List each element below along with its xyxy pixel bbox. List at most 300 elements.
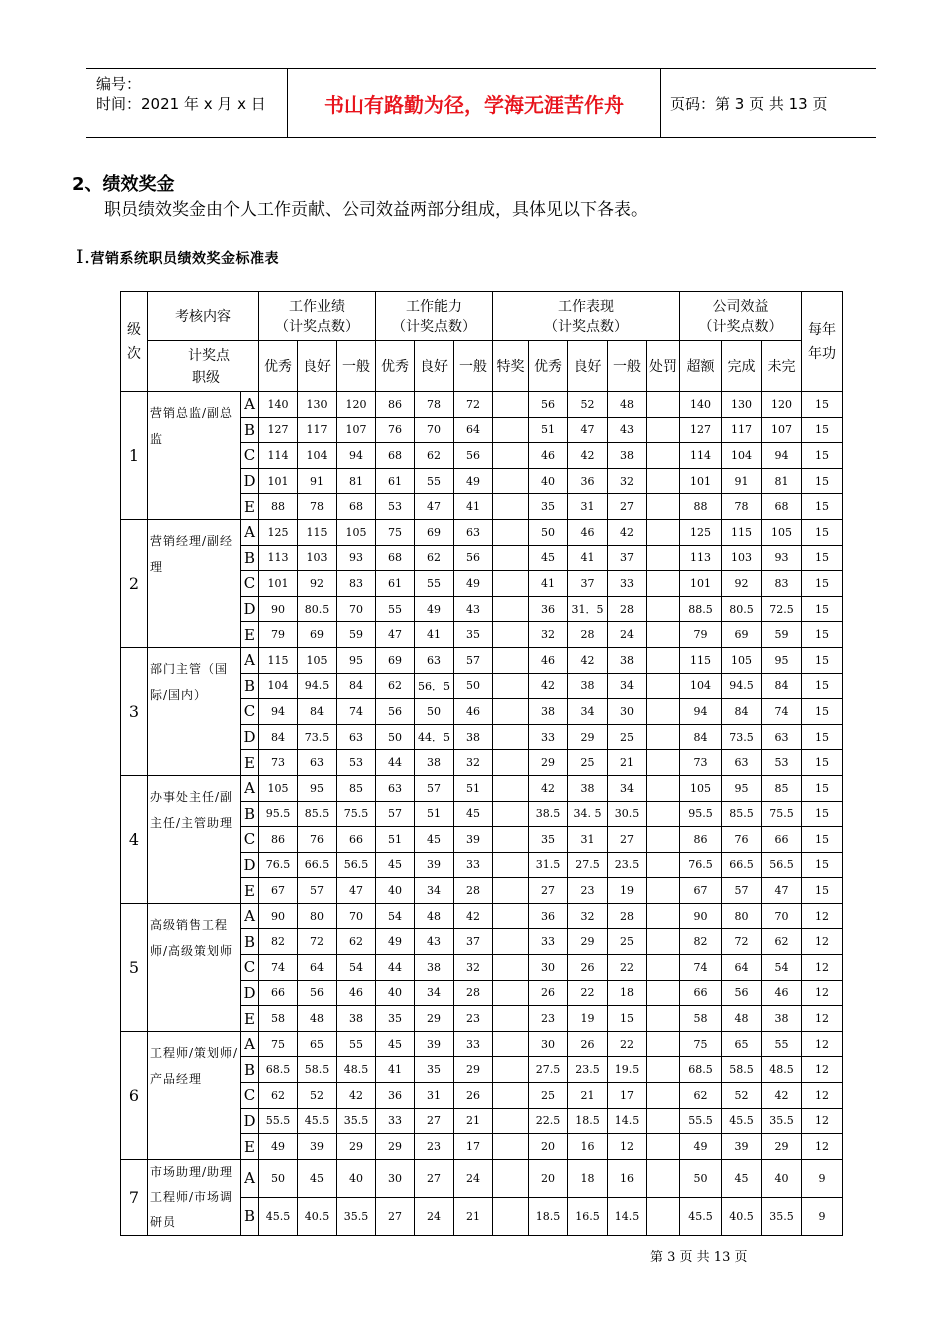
value-cell: 18 — [608, 980, 647, 1006]
value-cell: 20 — [529, 1159, 568, 1197]
value-cell: 45 — [298, 1159, 337, 1197]
grade-cell: B — [241, 801, 259, 827]
value-cell: 43 — [608, 417, 647, 443]
value-cell — [647, 1057, 680, 1083]
value-cell: 57 — [298, 878, 337, 904]
value-cell: 32 — [454, 750, 493, 776]
value-cell: 15 — [802, 724, 843, 750]
subhead-cell: 良好 — [298, 341, 337, 392]
value-cell — [647, 596, 680, 622]
value-cell — [493, 545, 529, 571]
value-cell: 42 — [762, 1083, 802, 1109]
value-cell — [647, 1083, 680, 1109]
value-cell: 22 — [568, 980, 608, 1006]
value-cell: 104 — [259, 673, 298, 699]
table-row — [121, 1031, 843, 1057]
value-cell: 38 — [337, 1006, 376, 1032]
value-cell: 15 — [802, 571, 843, 597]
value-cell: 94 — [762, 443, 802, 469]
value-cell — [493, 571, 529, 597]
grade-cell: A — [241, 647, 259, 673]
value-cell: 79 — [680, 622, 722, 648]
value-cell: 88 — [680, 494, 722, 520]
value-cell — [647, 929, 680, 955]
value-cell: 70 — [415, 417, 454, 443]
value-cell: 38 — [608, 443, 647, 469]
value-cell: 105 — [298, 647, 337, 673]
value-cell: 57 — [454, 647, 493, 673]
value-cell — [493, 1031, 529, 1057]
table-title-text: 营销系统职员绩效奖金标准表 — [90, 251, 280, 267]
grade-cell: B — [241, 417, 259, 443]
role-cell: 高级销售工程师/高级策划师 — [148, 903, 241, 1031]
table-title-numeral: Ⅰ. — [76, 246, 91, 268]
value-cell: 63 — [298, 750, 337, 776]
value-cell: 56 — [722, 980, 762, 1006]
value-cell: 42 — [608, 519, 647, 545]
value-cell: 37 — [454, 929, 493, 955]
value-cell: 15 — [802, 827, 843, 853]
subhead-cell: 优秀 — [259, 341, 298, 392]
value-cell: 36 — [568, 468, 608, 494]
role-cell: 营销总监/副总监 — [148, 392, 241, 520]
level-cell: 4 — [121, 775, 148, 903]
value-cell: 45 — [376, 1031, 415, 1057]
value-cell: 14.5 — [608, 1197, 647, 1235]
value-cell: 69 — [415, 519, 454, 545]
grade-cell: D — [241, 1108, 259, 1134]
value-cell: 27 — [415, 1108, 454, 1134]
value-cell: 26 — [529, 980, 568, 1006]
value-cell: 72 — [454, 392, 493, 418]
value-cell: 39 — [415, 1031, 454, 1057]
role-cell: 办事处主任/副主任/主管助理 — [148, 775, 241, 903]
value-cell: 51 — [376, 827, 415, 853]
col-annual-header: 每年年功 — [802, 292, 843, 392]
value-cell: 14.5 — [608, 1108, 647, 1134]
value-cell: 66 — [337, 827, 376, 853]
value-cell: 27 — [608, 827, 647, 853]
value-cell: 114 — [680, 443, 722, 469]
value-cell: 15 — [802, 494, 843, 520]
value-cell: 24 — [608, 622, 647, 648]
grade-cell: A — [241, 519, 259, 545]
value-cell: 19.5 — [608, 1057, 647, 1083]
value-cell — [647, 417, 680, 443]
value-cell: 90 — [259, 596, 298, 622]
value-cell: 72.5 — [762, 596, 802, 622]
value-cell: 30 — [529, 1031, 568, 1057]
grade-cell: C — [241, 571, 259, 597]
value-cell: 130 — [722, 392, 762, 418]
value-cell: 73 — [259, 750, 298, 776]
value-cell — [493, 494, 529, 520]
subhead-cell: 完成 — [722, 341, 762, 392]
col-level-header: 级次 — [121, 292, 148, 392]
value-cell: 95 — [337, 647, 376, 673]
value-cell: 48 — [415, 903, 454, 929]
value-cell: 58.5 — [722, 1057, 762, 1083]
value-cell: 103 — [298, 545, 337, 571]
value-cell: 63 — [415, 647, 454, 673]
grade-cell: D — [241, 724, 259, 750]
value-cell: 16 — [608, 1159, 647, 1197]
value-cell: 26 — [568, 955, 608, 981]
value-cell: 69 — [298, 622, 337, 648]
value-cell: 48 — [298, 1006, 337, 1032]
value-cell: 30 — [529, 955, 568, 981]
value-cell: 61 — [376, 468, 415, 494]
value-cell: 45.5 — [298, 1108, 337, 1134]
value-cell: 101 — [680, 571, 722, 597]
grade-cell: D — [241, 596, 259, 622]
value-cell: 30.5 — [608, 801, 647, 827]
value-cell: 58 — [680, 1006, 722, 1032]
value-cell: 12 — [802, 1134, 843, 1160]
value-cell: 45 — [529, 545, 568, 571]
value-cell: 70 — [337, 596, 376, 622]
value-cell: 29 — [415, 1006, 454, 1032]
corner-cell — [148, 341, 259, 392]
value-cell: 78 — [298, 494, 337, 520]
value-cell: 127 — [680, 417, 722, 443]
value-cell: 95 — [722, 775, 762, 801]
value-cell: 16.5 — [568, 1197, 608, 1235]
section-title: 2、绩效奖金 — [72, 174, 175, 195]
value-cell — [647, 622, 680, 648]
value-cell: 35 — [376, 1006, 415, 1032]
role-cell: 工程师/策划师/产品经理 — [148, 1031, 241, 1159]
value-cell: 57 — [376, 801, 415, 827]
value-cell: 27 — [608, 494, 647, 520]
grade-cell: B — [241, 1057, 259, 1083]
value-cell: 25 — [608, 929, 647, 955]
value-cell: 33 — [454, 1031, 493, 1057]
value-cell: 49 — [259, 1134, 298, 1160]
value-cell: 40 — [337, 1159, 376, 1197]
value-cell: 34 — [415, 980, 454, 1006]
value-cell: 105 — [680, 775, 722, 801]
header-row-groups — [121, 292, 843, 341]
value-cell: 23 — [415, 1134, 454, 1160]
value-cell — [647, 955, 680, 981]
corner-bottom-label: 职级 — [192, 370, 220, 386]
value-cell: 47 — [415, 494, 454, 520]
value-cell: 26 — [454, 1083, 493, 1109]
value-cell: 84 — [762, 673, 802, 699]
doc-time-label: 时间：2021 年 x 月 x 日 — [96, 95, 266, 113]
table-row — [121, 1159, 843, 1197]
value-cell: 15 — [802, 699, 843, 725]
value-cell — [493, 596, 529, 622]
value-cell: 27.5 — [529, 1057, 568, 1083]
value-cell — [647, 724, 680, 750]
value-cell — [493, 1134, 529, 1160]
value-cell: 40 — [529, 468, 568, 494]
value-cell: 50 — [680, 1159, 722, 1197]
value-cell — [647, 545, 680, 571]
value-cell: 52 — [298, 1083, 337, 1109]
value-cell: 88 — [259, 494, 298, 520]
grade-cell: E — [241, 878, 259, 904]
table-row — [121, 519, 843, 545]
value-cell: 55.5 — [259, 1108, 298, 1134]
value-cell: 23.5 — [608, 852, 647, 878]
value-cell: 117 — [298, 417, 337, 443]
value-cell: 65 — [298, 1031, 337, 1057]
value-cell: 92 — [298, 571, 337, 597]
value-cell: 15 — [608, 1006, 647, 1032]
value-cell: 115 — [680, 647, 722, 673]
value-cell: 69 — [722, 622, 762, 648]
value-cell: 9 — [802, 1197, 843, 1235]
value-cell: 53 — [762, 750, 802, 776]
value-cell: 64 — [454, 417, 493, 443]
value-cell: 73 — [680, 750, 722, 776]
value-cell: 125 — [680, 519, 722, 545]
value-cell — [493, 673, 529, 699]
value-cell: 55 — [376, 596, 415, 622]
value-cell: 90 — [680, 903, 722, 929]
value-cell: 45.5 — [259, 1197, 298, 1235]
value-cell: 107 — [762, 417, 802, 443]
value-cell: 29 — [568, 929, 608, 955]
value-cell: 18 — [568, 1159, 608, 1197]
value-cell: 41 — [415, 622, 454, 648]
value-cell: 49 — [376, 929, 415, 955]
value-cell: 23 — [454, 1006, 493, 1032]
grade-cell: A — [241, 903, 259, 929]
grade-cell: A — [241, 775, 259, 801]
value-cell: 48 — [722, 1006, 762, 1032]
subhead-cell: 良好 — [415, 341, 454, 392]
subhead-cell: 特奖 — [493, 341, 529, 392]
value-cell: 76 — [376, 417, 415, 443]
value-cell: 15 — [802, 647, 843, 673]
value-cell: 72 — [298, 929, 337, 955]
value-cell: 55 — [415, 468, 454, 494]
value-cell: 36 — [529, 596, 568, 622]
value-cell: 21 — [454, 1108, 493, 1134]
value-cell: 94 — [259, 699, 298, 725]
value-cell: 46 — [529, 647, 568, 673]
grade-cell: E — [241, 1134, 259, 1160]
value-cell: 35 — [529, 827, 568, 853]
value-cell: 35.5 — [337, 1108, 376, 1134]
value-cell: 12 — [802, 1108, 843, 1134]
value-cell: 12 — [802, 903, 843, 929]
value-cell: 64 — [298, 955, 337, 981]
value-cell — [493, 1159, 529, 1197]
value-cell: 75 — [376, 519, 415, 545]
grade-cell: B — [241, 1197, 259, 1235]
value-cell: 120 — [762, 392, 802, 418]
value-cell: 42 — [454, 903, 493, 929]
value-cell: 39 — [298, 1134, 337, 1160]
table-row — [121, 647, 843, 673]
value-cell: 15 — [802, 417, 843, 443]
value-cell: 85 — [337, 775, 376, 801]
grade-cell: D — [241, 468, 259, 494]
value-cell — [647, 673, 680, 699]
value-cell: 105 — [722, 647, 762, 673]
value-cell: 38 — [608, 647, 647, 673]
value-cell: 84 — [680, 724, 722, 750]
value-cell: 30 — [608, 699, 647, 725]
value-cell: 82 — [680, 929, 722, 955]
value-cell: 104 — [298, 443, 337, 469]
value-cell: 73.5 — [722, 724, 762, 750]
value-cell: 80.5 — [298, 596, 337, 622]
value-cell: 23 — [568, 878, 608, 904]
value-cell — [493, 647, 529, 673]
value-cell: 28 — [568, 622, 608, 648]
value-cell: 54 — [376, 903, 415, 929]
value-cell: 58.5 — [298, 1057, 337, 1083]
table-row — [121, 392, 843, 418]
value-cell: 66 — [762, 827, 802, 853]
value-cell — [647, 980, 680, 1006]
value-cell: 25 — [608, 724, 647, 750]
value-cell: 140 — [259, 392, 298, 418]
value-cell: 32 — [568, 903, 608, 929]
value-cell: 45.5 — [680, 1197, 722, 1235]
value-cell: 47 — [337, 878, 376, 904]
doc-number-label: 编号： — [96, 75, 142, 93]
value-cell: 127 — [259, 417, 298, 443]
value-cell — [493, 392, 529, 418]
value-cell: 44 — [376, 750, 415, 776]
value-cell — [493, 955, 529, 981]
value-cell — [493, 852, 529, 878]
value-cell: 68 — [337, 494, 376, 520]
value-cell: 27 — [376, 1197, 415, 1235]
subhead-cell: 处罚 — [647, 341, 680, 392]
value-cell: 15 — [802, 750, 843, 776]
value-cell: 15 — [802, 392, 843, 418]
bonus-standard-table — [120, 291, 843, 1236]
value-cell: 51 — [529, 417, 568, 443]
value-cell — [493, 1006, 529, 1032]
value-cell: 39 — [415, 852, 454, 878]
value-cell: 38 — [568, 673, 608, 699]
value-cell: 52 — [722, 1083, 762, 1109]
value-cell: 33 — [454, 852, 493, 878]
value-cell — [647, 903, 680, 929]
value-cell — [647, 1134, 680, 1160]
value-cell: 66.5 — [298, 852, 337, 878]
value-cell: 34 — [608, 775, 647, 801]
value-cell: 75.5 — [762, 801, 802, 827]
value-cell: 42 — [529, 673, 568, 699]
value-cell: 76.5 — [259, 852, 298, 878]
value-cell — [647, 571, 680, 597]
value-cell — [493, 980, 529, 1006]
value-cell: 78 — [415, 392, 454, 418]
value-cell: 113 — [259, 545, 298, 571]
value-cell: 31.5 — [529, 852, 568, 878]
value-cell: 37 — [568, 571, 608, 597]
level-cell: 1 — [121, 392, 148, 520]
value-cell: 66 — [680, 980, 722, 1006]
header-motto: 书山有路勤为径，学海无涯苦作舟 — [287, 69, 661, 137]
value-cell: 45 — [722, 1159, 762, 1197]
value-cell: 56 — [298, 980, 337, 1006]
value-cell: 68 — [762, 494, 802, 520]
value-cell: 83 — [762, 571, 802, 597]
value-cell: 33 — [608, 571, 647, 597]
value-cell: 37 — [608, 545, 647, 571]
value-cell: 24 — [454, 1159, 493, 1197]
value-cell: 40 — [376, 980, 415, 1006]
value-cell: 55 — [337, 1031, 376, 1057]
value-cell: 46 — [454, 699, 493, 725]
value-cell: 25 — [529, 1083, 568, 1109]
value-cell: 56．5 — [415, 673, 454, 699]
grade-cell: E — [241, 1006, 259, 1032]
value-cell: 47 — [762, 878, 802, 904]
value-cell: 19 — [568, 1006, 608, 1032]
value-cell: 41 — [376, 1057, 415, 1083]
level-cell: 2 — [121, 519, 148, 647]
value-cell: 95.5 — [680, 801, 722, 827]
value-cell: 52 — [568, 392, 608, 418]
subhead-cell: 未完 — [762, 341, 802, 392]
value-cell: 40 — [376, 878, 415, 904]
value-cell — [647, 1031, 680, 1057]
value-cell: 45 — [415, 827, 454, 853]
value-cell: 22 — [608, 955, 647, 981]
value-cell: 85 — [762, 775, 802, 801]
value-cell: 55.5 — [680, 1108, 722, 1134]
value-cell: 47 — [376, 622, 415, 648]
grade-cell: A — [241, 392, 259, 418]
value-cell: 30 — [376, 1159, 415, 1197]
page-footer: 第 3 页 共 13 页 — [650, 1250, 748, 1265]
value-cell: 41 — [454, 494, 493, 520]
header-page-label: 页码：第 3 页 共 13 页 — [670, 94, 828, 113]
group-performance: 工作业绩 （计奖点数） — [259, 292, 376, 341]
value-cell: 69 — [376, 647, 415, 673]
value-cell: 16 — [568, 1134, 608, 1160]
value-cell: 34 — [415, 878, 454, 904]
value-cell: 46 — [337, 980, 376, 1006]
value-cell: 85.5 — [298, 801, 337, 827]
value-cell: 49 — [680, 1134, 722, 1160]
value-cell: 35.5 — [762, 1197, 802, 1235]
value-cell: 42 — [568, 647, 608, 673]
value-cell: 35 — [529, 494, 568, 520]
group-ability: 工作能力 （计奖点数） — [376, 292, 493, 341]
value-cell: 125 — [259, 519, 298, 545]
value-cell: 59 — [762, 622, 802, 648]
value-cell: 41 — [529, 571, 568, 597]
value-cell: 95 — [762, 647, 802, 673]
value-cell — [493, 1057, 529, 1083]
value-cell: 105 — [337, 519, 376, 545]
value-cell: 58 — [259, 1006, 298, 1032]
value-cell: 46 — [568, 519, 608, 545]
value-cell: 115 — [259, 647, 298, 673]
table-row — [121, 903, 843, 929]
value-cell: 28 — [608, 596, 647, 622]
value-cell: 41 — [568, 545, 608, 571]
value-cell: 26 — [568, 1031, 608, 1057]
value-cell: 51 — [415, 801, 454, 827]
value-cell — [493, 1197, 529, 1235]
value-cell: 29 — [337, 1134, 376, 1160]
table-title — [76, 246, 279, 268]
